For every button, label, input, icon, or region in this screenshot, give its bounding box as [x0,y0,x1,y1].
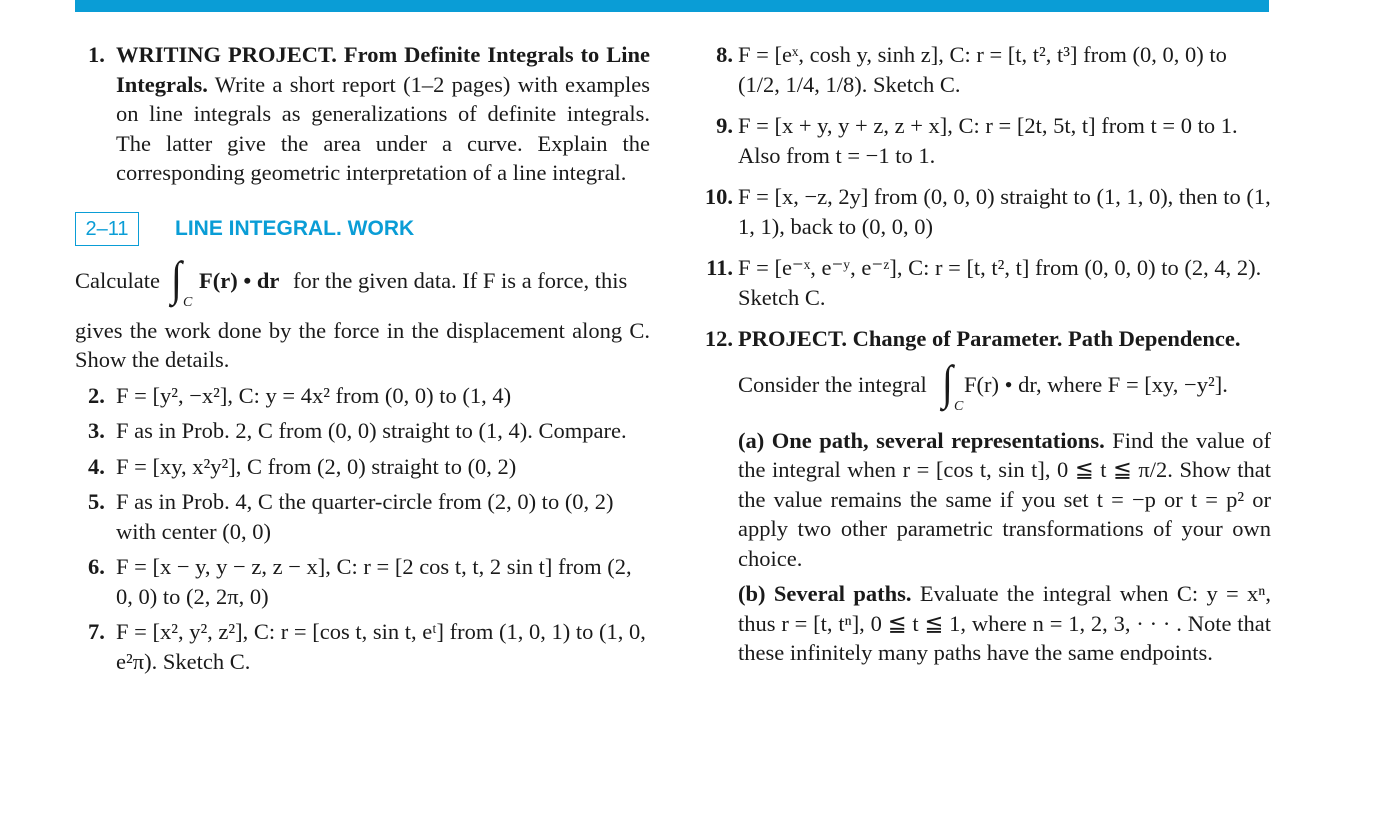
problem-12-heading: PROJECT. Change of Parameter. Path Dependence. [738,326,1241,351]
problem-number: 4. [88,453,105,479]
left-column [75,40,650,676]
problem-1 [75,40,650,188]
section-range-box: 2–11 [75,212,139,246]
p12-part-a [738,426,1271,574]
p12-part-b [738,579,1271,668]
section-header [75,212,650,250]
problem-number: 2. [88,382,105,408]
problem-item [696,253,1271,312]
problem-item [75,552,650,611]
problem-number: 8. [716,42,733,67]
problem-text: F = [x², y², z²], C: r = [cos t, sin t, eᵗ] from (1, 0, 1) to (1, 0, e²π). Sketch C. [116,619,646,674]
problem-text: F as in Prob. 4, C the quarter-circle from (2, 0) to (0, 2) with center (0, 0) [116,489,614,544]
problem-text: F = [x + y, y + z, z + x], C: r = [2t, 5t, t] from t = 0 to 1. Also from t = −1 to 1. [738,113,1238,168]
intro-post: for the given data. If F is a force, this [293,267,628,293]
problem-item [75,452,650,482]
problem-item [75,416,650,446]
p12-part-a-label: (a) One path, several representations. [738,427,1105,453]
header-accent-bar [75,0,1269,12]
problem-text: F = [xy, x²y²], C from (2, 0) straight to (0, 2) [116,453,517,479]
problem-text: F = [x − y, y − z, z − x], C: r = [2 cos t, t, 2 sin t] from (2, 0, 0) to (2, 2π, 0) [116,554,632,609]
intro-rest: gives the work done by the force in the displacement along C. Show the details. [75,317,650,372]
problems-left-list [75,381,650,677]
p12-consider-integrand: F(r) • dr, where F = [xy, −y²]. [964,371,1228,397]
problem-text: F = [eˣ, cosh y, sinh z], C: r = [t, t², t³] from (0, 0, 0) to (1/2, 1/4, 1/8). Sketch C. [738,42,1227,97]
p12-consider-pre: Consider the integral [738,371,927,397]
integral-sign-icon: ∫ [171,250,182,305]
problem-text: F = [x, −z, 2y] from (0, 0, 0) straight to (1, 1, 0), then to (1, 1, 1), back to (0, 0, 0) [738,184,1271,239]
problem-1-body: Write a short report (1–2 pages) with examples on line integrals as generalizations of definite integrals. The latter give the area under a curve. Explain the corresponding geometric interpretation of a line integral. [116,71,651,185]
problem-number: 11. [706,255,733,280]
problem-number: 12. [704,326,733,351]
problem-1-heading: WRITING PROJECT. From Definite Integrals to Line Integrals. [116,42,650,97]
problem-item [75,487,650,546]
problem-number: 9. [716,113,733,138]
problem-item [75,617,650,676]
intro-integrand: F(r) • dr [199,267,280,293]
integral-sign-icon: ∫ [942,354,953,409]
intro-pre: Calculate [75,267,160,293]
problem-item [696,182,1271,241]
problem-item [696,40,1271,99]
p12-integral-line [738,354,1271,420]
problem-text: F = [e⁻ˣ, e⁻ʸ, e⁻ᶻ], C: r = [t, t², t] from (0, 0, 0) to (2, 4, 2). Sketch C. [738,255,1262,310]
problem-12 [696,324,1271,668]
problem-number: 5. [88,489,105,514]
problem-number: 1. [88,42,105,67]
p12-part-b-text: Evaluate the integral when C: y = xⁿ, thus r = [t, tⁿ], 0 ≦ t ≦ 1, where n = 1, 2, 3, · · · . Note that these infinitely many paths have the same endpoints. [738,581,1272,665]
p12-part-a-text: Find the value of the integral when r = [cos t, sin t], 0 ≦ t ≦ π/2. Show that the value remains the same if you set t = −p or t = p² or apply two other parametric transformations of your own choice. [738,427,1271,571]
right-column [696,40,1271,668]
intro-integral-line [75,250,650,316]
integral-subscript: C [954,398,964,414]
problem-text: F = [y², −x²], C: y = 4x² from (0, 0) to (1, 4) [116,382,512,408]
problem-number: 6. [88,554,105,579]
problem-number: 7. [88,619,105,644]
p12-part-b-label: (b) Several paths. [738,581,912,606]
problem-number: 10. [704,184,733,209]
integral-subscript: C [183,294,193,310]
problem-item [75,381,650,411]
problem-text: F as in Prob. 2, C from (0, 0) straight to (1, 4). Compare. [116,418,627,443]
problem-number: 3. [88,418,105,443]
problems-right-list [696,40,1271,312]
section-title: LINE INTEGRAL. WORK [175,216,415,240]
problem-item [696,111,1271,170]
